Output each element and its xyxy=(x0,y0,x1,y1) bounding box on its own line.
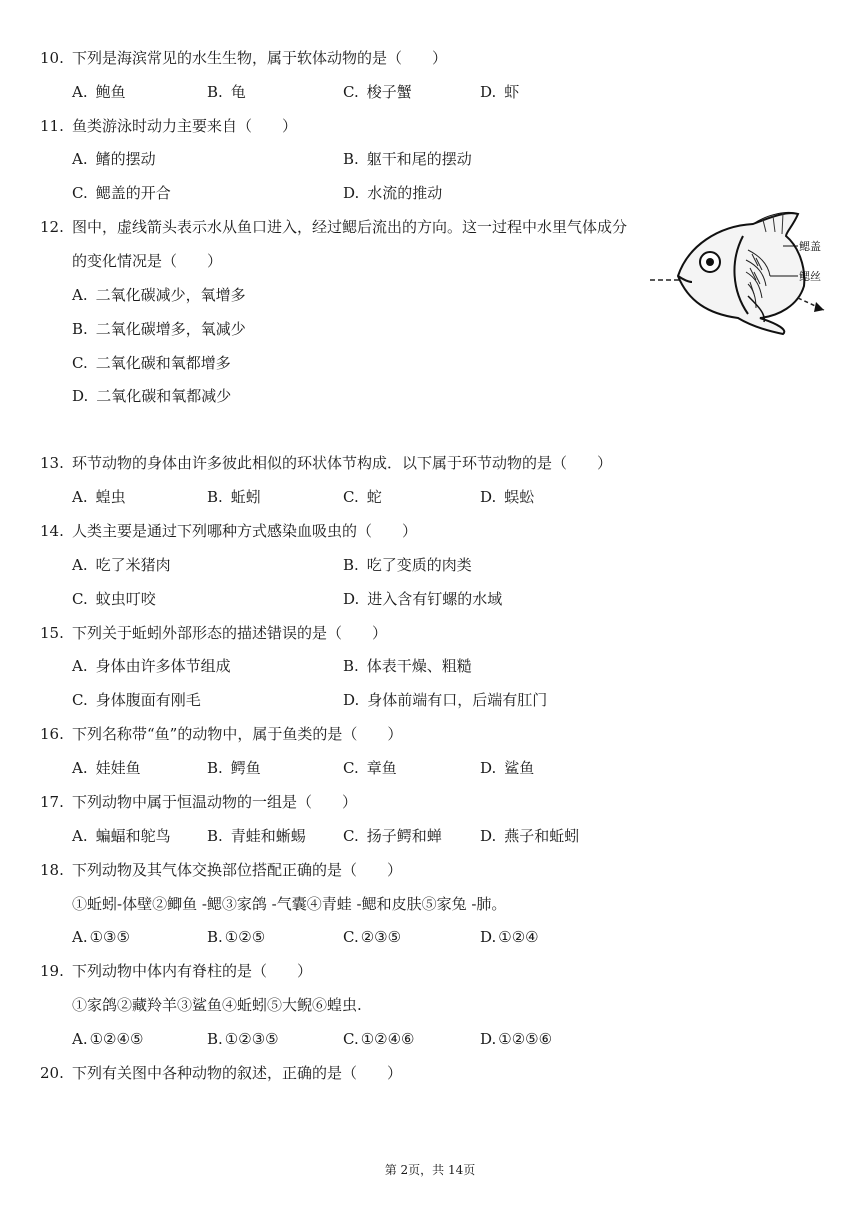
option-b: B. ①②⑤ xyxy=(207,928,266,946)
option-d: D. 燕子和蚯蚓 xyxy=(480,827,580,845)
option-d: D. ①②④ xyxy=(480,928,539,946)
option-b: B. 龟 xyxy=(207,83,246,101)
options-row-q18 xyxy=(72,926,672,948)
option-a: A. 鳍的摆动 xyxy=(72,150,156,168)
question-stem: 下列关于蚯蚓外部形态的描述错误的是（ ） xyxy=(72,624,388,642)
question-stem: 下列动物中属于恒温动物的一组是（ ） xyxy=(72,793,358,811)
question-stem: 下列名称带“鱼”的动物中，属于鱼类的是（ ） xyxy=(72,725,403,743)
question-stem: 人类主要是通过下列哪种方式感染血吸虫的（ ） xyxy=(72,522,418,540)
option-c: C. 扬子鳄和蝉 xyxy=(343,827,442,845)
options-row-q19 xyxy=(72,1028,672,1050)
option-c: C. ①②④⑥ xyxy=(343,1030,415,1048)
option-b: B. 青蛙和蜥蜴 xyxy=(207,827,306,845)
option-a: A. 身体由许多体节组成 xyxy=(72,657,231,675)
question-stem: 下列有关图中各种动物的叙述，正确的是（ ） xyxy=(72,1064,403,1082)
option-c: C. 蚊虫叮咬 xyxy=(72,590,156,608)
option-d: D. 进入含有钉螺的水域 xyxy=(343,590,503,608)
question-stem-continued: ①家鸽②藏羚羊③鲨鱼④蚯蚓⑤大鲵⑥蝗虫. xyxy=(72,996,362,1014)
question-stem: 图中，虚线箭头表示水从鱼口进入，经过鳃后流出的方向。这一过程中水里气体成分 xyxy=(72,218,628,236)
option-a: A. 蝙蝠和鸵鸟 xyxy=(72,827,171,845)
question-number: 17. xyxy=(40,793,64,811)
label-gill-filament: 鳃丝 xyxy=(799,270,821,283)
options-row-q15-1 xyxy=(72,655,672,677)
option-a: A. ①②④⑤ xyxy=(72,1030,144,1048)
question-stem-continued: ①蚯蚓-体壁②鲫鱼 -鳃③家鸽 -气囊④青蛙 -鳃和皮肤⑤家兔 -肺。 xyxy=(72,895,507,913)
question-number: 20. xyxy=(40,1064,64,1082)
option-b: B. ①②③⑤ xyxy=(207,1030,279,1048)
question-12 xyxy=(40,216,627,238)
question-15 xyxy=(40,622,387,644)
question-20 xyxy=(40,1062,402,1084)
question-number: 18. xyxy=(40,861,64,879)
question-14 xyxy=(40,520,417,542)
options-row-q17 xyxy=(72,825,672,847)
question-13 xyxy=(40,452,612,474)
question-number: 16. xyxy=(40,725,64,743)
option-a: A. 二氧化碳减少，氧增多 xyxy=(72,286,246,304)
option-c: C. 梭子蟹 xyxy=(343,83,412,101)
options-row-q14-1 xyxy=(72,554,672,576)
question-stem: 环节动物的身体由许多彼此相似的环状体节构成．以下属于环节动物的是（ ） xyxy=(72,454,613,472)
option-d: D. 鲨鱼 xyxy=(480,759,535,777)
option-b: B. 躯干和尾的摆动 xyxy=(343,150,472,168)
options-row-q15-2 xyxy=(72,689,672,711)
option-a: A. 娃娃鱼 xyxy=(72,759,141,777)
options-row-q11-1 xyxy=(72,148,672,170)
question-17 xyxy=(40,791,357,813)
question-19 xyxy=(40,960,312,982)
page-footer: 第 2页，共 14页 xyxy=(384,1163,476,1177)
option-b: B. 蚯蚓 xyxy=(207,488,261,506)
option-c: C. ②③⑤ xyxy=(343,928,402,946)
question-11 xyxy=(40,115,297,137)
question-number: 10. xyxy=(40,49,64,67)
options-row-q11-2 xyxy=(72,182,672,204)
option-d: D. 蜈蚣 xyxy=(480,488,535,506)
question-stem: 下列动物中体内有脊柱的是（ ） xyxy=(72,962,313,980)
question-stem: 鱼类游泳时动力主要来自（ ） xyxy=(72,117,298,135)
option-d: D. ①②⑤⑥ xyxy=(480,1030,553,1048)
question-number: 14. xyxy=(40,522,64,540)
question-number: 15. xyxy=(40,624,64,642)
option-a: A. 吃了米猪肉 xyxy=(72,556,171,574)
question-stem: 下列是海滨常见的水生生物，属于软体动物的是（ ） xyxy=(72,49,448,67)
option-a: A. 鲍鱼 xyxy=(72,83,126,101)
option-c: C. 鳃盖的开合 xyxy=(72,184,171,202)
options-row-q14-2 xyxy=(72,588,672,610)
options-row-q10 xyxy=(72,81,672,103)
question-number: 19. xyxy=(40,962,64,980)
option-d: D. 虾 xyxy=(480,83,520,101)
option-d: D. 身体前端有口，后端有肛门 xyxy=(343,691,548,709)
question-16 xyxy=(40,723,402,745)
options-row-q13 xyxy=(72,486,672,508)
question-stem: 下列动物及其气体交换部位搭配正确的是（ ） xyxy=(72,861,403,879)
question-18 xyxy=(40,859,402,881)
label-operculum: 鳃盖 xyxy=(799,240,821,253)
option-b: B. 鳄鱼 xyxy=(207,759,261,777)
option-b: B. 体表干燥、粗糙 xyxy=(343,657,472,675)
option-c: C. 身体腹面有刚毛 xyxy=(72,691,201,709)
question-stem-continued: 的变化情况是（ ） xyxy=(72,252,223,270)
fish-gill-figure xyxy=(648,206,838,336)
option-c: C. 章鱼 xyxy=(343,759,397,777)
option-d: D. 水流的推动 xyxy=(343,184,443,202)
option-a: A. ①③⑤ xyxy=(72,928,130,946)
option-b: B. 吃了变质的肉类 xyxy=(343,556,472,574)
question-number: 11. xyxy=(40,117,64,135)
question-10 xyxy=(40,47,447,69)
question-number: 13. xyxy=(40,454,64,472)
option-c: C. 蛇 xyxy=(343,488,382,506)
options-row-q16 xyxy=(72,757,672,779)
option-b: B. 二氧化碳增多，氧减少 xyxy=(72,320,246,338)
option-a: A. 蝗虫 xyxy=(72,488,126,506)
option-c: C. 二氧化碳和氧都增多 xyxy=(72,354,231,372)
option-d: D. 二氧化碳和氧都减少 xyxy=(72,387,232,405)
question-number: 12. xyxy=(40,218,64,236)
